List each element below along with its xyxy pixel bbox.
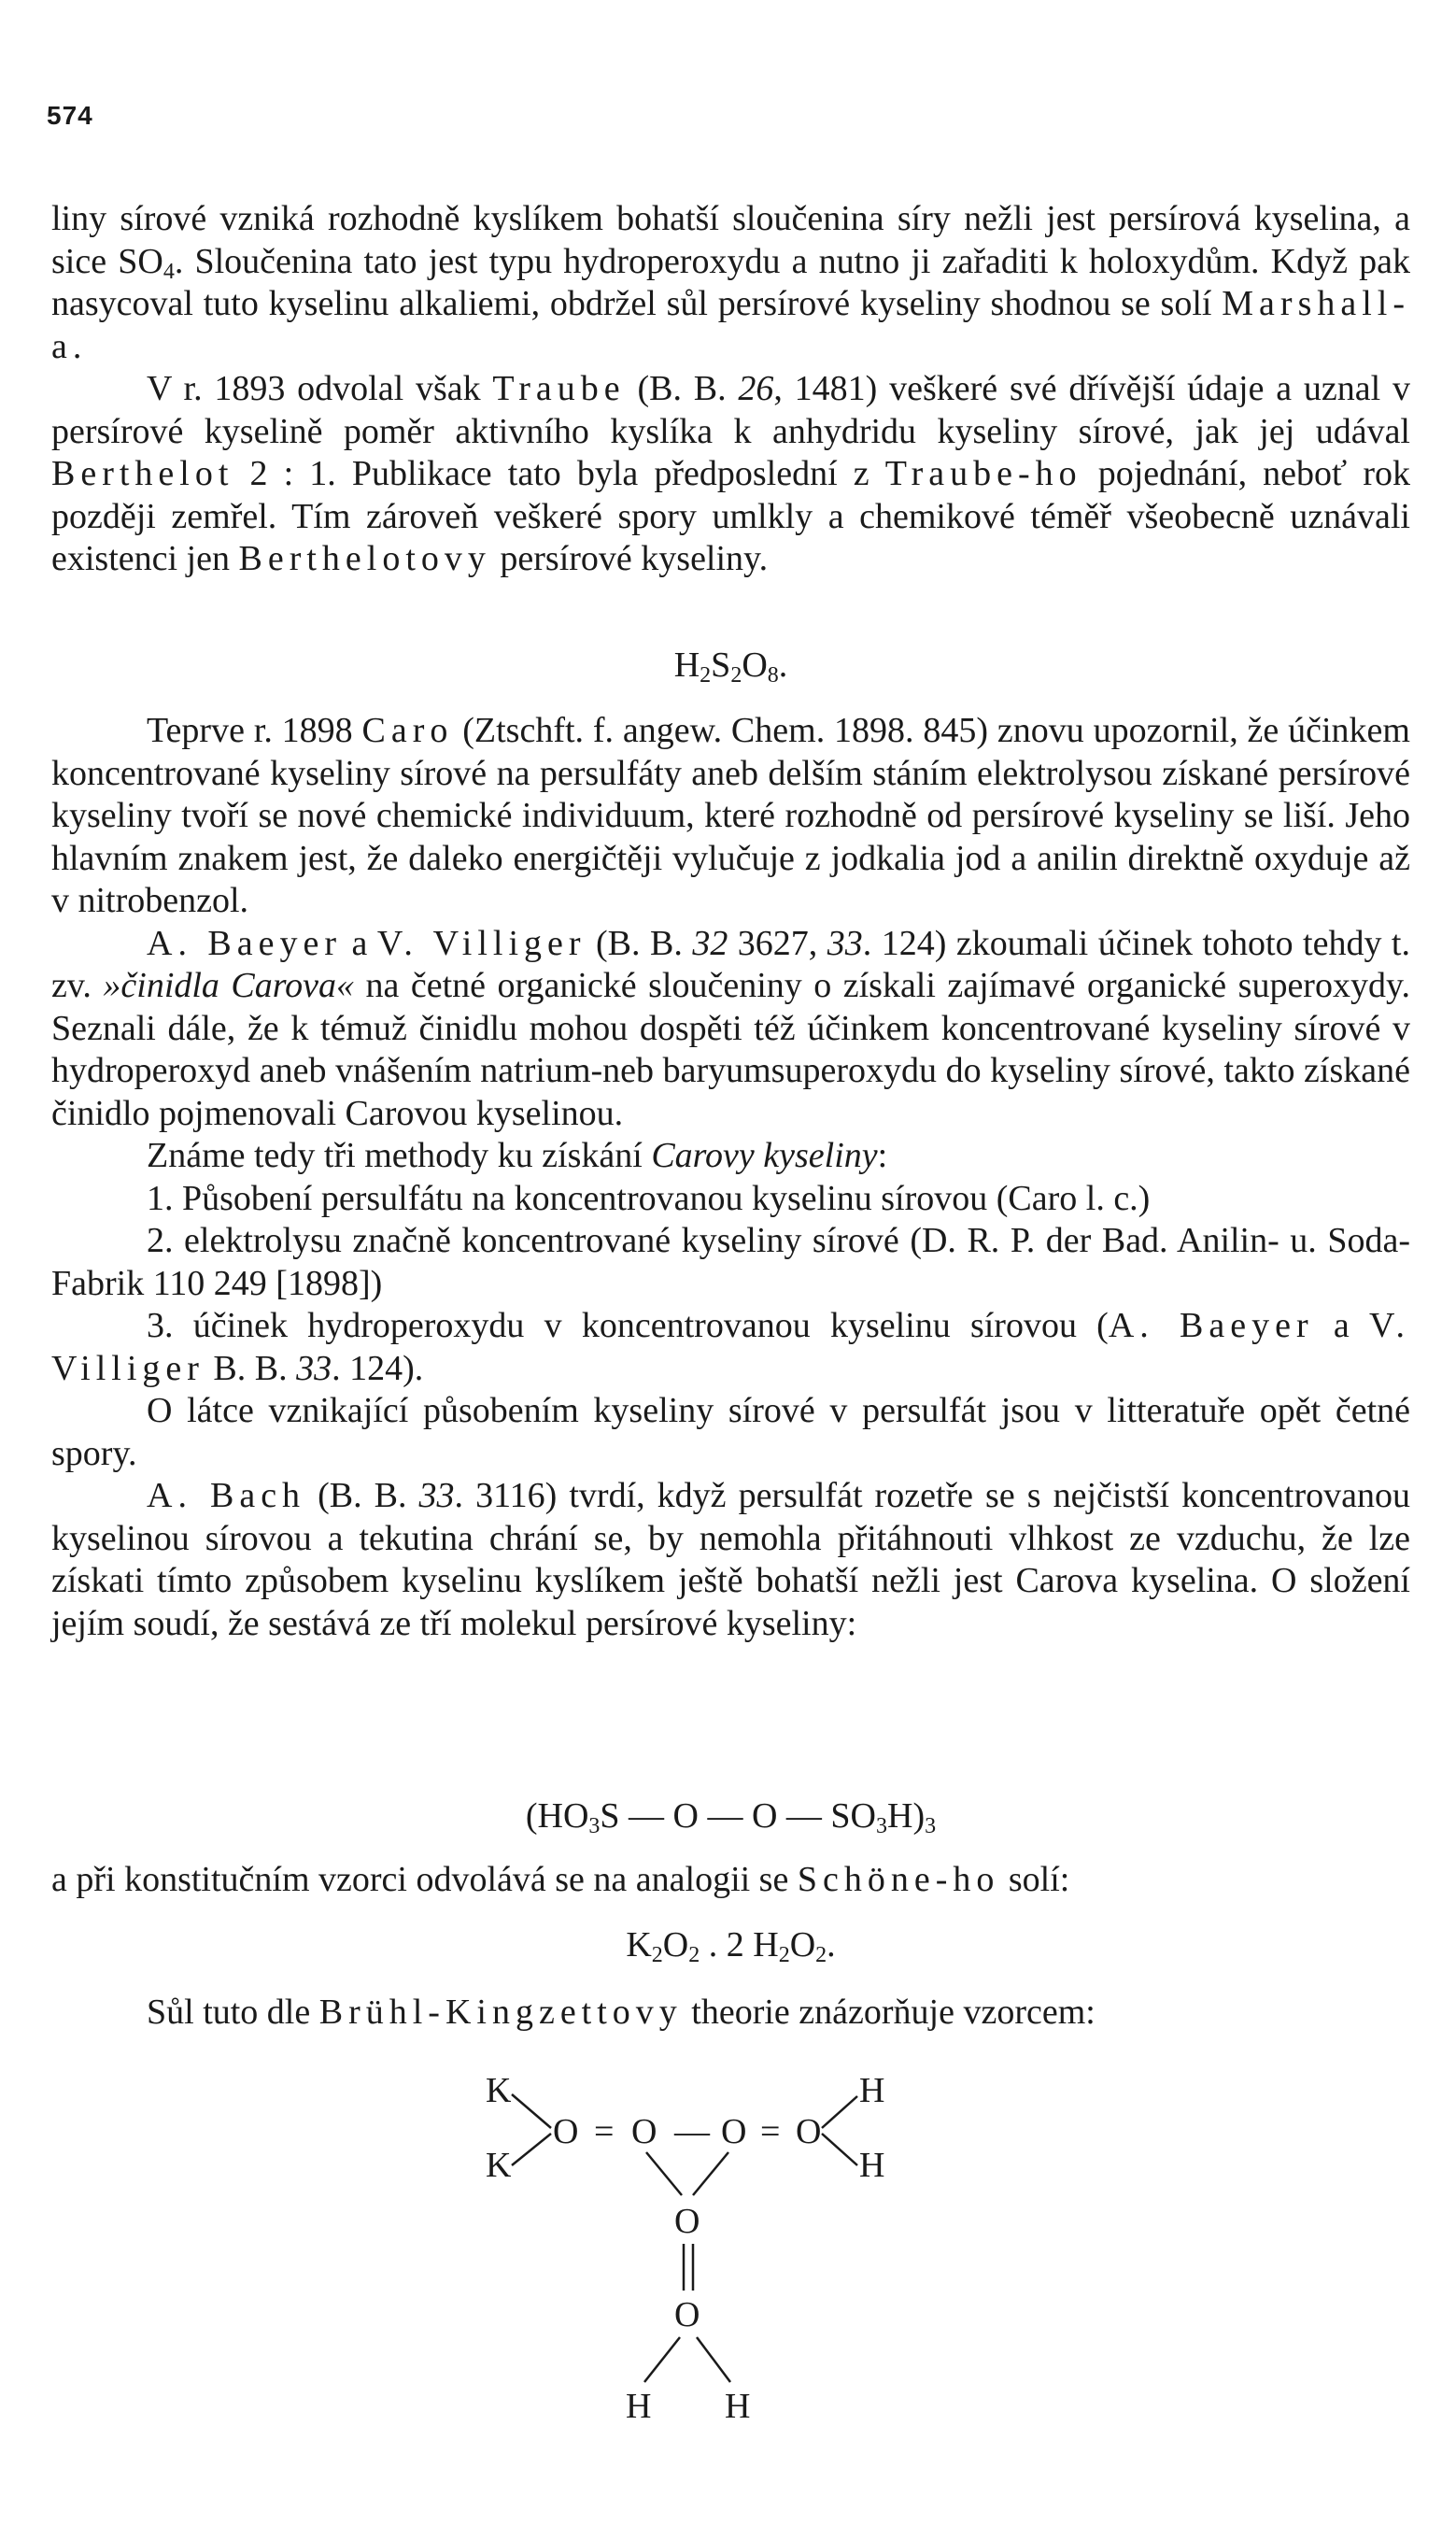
atom-o-4: O [796, 2112, 822, 2151]
list-item-3: 3. účinek hydroperoxydu v koncentrovanou kyselinu sírovou (A. Baeyer a V. Villiger B. B. 33. 124). [51, 1306, 1411, 1388]
atom-o-2: O [631, 2112, 657, 2151]
atom-o-1: O [553, 2112, 579, 2151]
atom-k-top: K [486, 2071, 512, 2110]
bond-h-top [822, 2096, 857, 2128]
atom-o-3: O [721, 2112, 747, 2151]
paragraph-6: O látce vznikající působením kyseliny sírové v persulfát jsou v litteratuře opět četné spory. [51, 1391, 1410, 1473]
bond-h-right [697, 2337, 730, 2382]
atom-k-bottom: K [486, 2146, 512, 2185]
bruhl-line: Sůl tuto dle Brühl-Kingzettovy theorie znázorňuje vzorcem: [147, 1993, 1096, 2032]
list-item-1: 1. Působení persulfátu na koncentrovanou kyselinu sírovou (Caro l. c.) [147, 1178, 1151, 1218]
paragraph-5: Známe tedy tři methody ku získání Carovy kyseliny: [147, 1136, 888, 1175]
paragraph-7: A. Bach (B. B. 33. 3116) tvrdí, když persulfát rozetře se s nejčistší koncentrovanou kyselinou sírovou a tekutina chrání se, by nemohla přitáhnouti vlhkost ze vzduchu, že lze získati tímto způsobem kyselinu kyslíkem ještě bohatší nežli jest Carova kyselina. O složení jejím soudí, že sestává ze tří molekul persírové kyseliny: [51, 1476, 1410, 1643]
text-block-top [51, 198, 1410, 581]
bond-k-bottom [512, 2134, 551, 2165]
paragraph-1: liny sírové vzniká rozhodně kyslíkem bohatší sloučenina síry nežli jest persírová kyselina, a sice $SO_4$. Sloučenina tato jest typu hydroperoxydu a nutno ji zařaditi k holoxydům. Když pak nasycoval tuto kyselinu alkaliemi, obdržel sůl persírové kyseliny shodnou se solí Marshall-a. [51, 199, 1411, 366]
atom-h-right: H [725, 2387, 751, 2426]
bond-eq-2: = [760, 2112, 781, 2151]
formula-h2s2o8: $H_2S_2O_8$. [673, 645, 788, 688]
constitution-line: a při konstitučním vzorci odvolává se na analogii se Schöne-ho solí: [51, 1860, 1070, 1899]
atom-o-low: O [674, 2295, 700, 2334]
formula-k2o2-h2o2: $K_2O_2$ . 2 $H_2O_2$. [626, 1925, 836, 1967]
paragraph-4: A. Baeyer a V. Villiger (B. B. 32 3627, 33. 124) zkoumali účinek tohoto tehdy t. zv. »činidla Carova« na četné organické sloučeniny o získali zajímavé organické superoxydy. Seznali dále, že k témuž činidlu mohou dospěti též účinkem koncentrované kyseliny sírové v hydroperoxyd aneb vnášením natrium-neb baryumsuperoxydu do kyseliny sírové, takto získané činidlo pojmenovali Carovou kyselinou. [51, 923, 1410, 1133]
list-item-2: 2. elektrolysu značně koncentrované kyseliny sírové (D. R. P. der Bad. Anilin- u. Soda-Fabrik 110 249 [1898]) [51, 1221, 1410, 1303]
atom-o-mid: O [674, 2202, 700, 2241]
bond-o3-omid [693, 2152, 728, 2195]
structural-formula-diagram [448, 2055, 1009, 2504]
bond-h-left [644, 2337, 680, 2382]
atom-h-top: H [859, 2071, 885, 2110]
bond-o2-omid [646, 2152, 682, 2195]
text-block-middle [51, 710, 1410, 1645]
atom-h-left: H [626, 2387, 652, 2426]
paragraph-3: Teprve r. 1898 Caro (Ztschft. f. angew. Chem. 1898. 845) znovu upozornil, že účinkem koncentrované kyseliny sírové na persulfáty aneb delším stáním elektrolysou získané persírové kyseliny tvoří se nové chemické individuum, které rozhodně od persírové kyseliny se liší. Jeho hlavním znakem jest, že daleko energičtěji vylučuje z jodkalia jod a anilin direktně oxyduje až v nitrobenzol. [51, 711, 1410, 920]
formula-caro-trimer: ($HO_3S$ — O — O — $SO_3H)_3$ [525, 1796, 937, 1838]
bond-dash: — [674, 2112, 710, 2151]
bond-eq-1: = [594, 2112, 615, 2151]
bond-k-top [512, 2094, 551, 2128]
page-number: 574 [47, 101, 93, 130]
bond-h-bottom [822, 2134, 857, 2165]
paragraph-2: V r. 1893 odvolal však Traube (B. B. 26, 1481) veškeré své dřívější údaje a uznal v persírové kyselině poměr aktivního kyslíka k anhydridu kyseliny sírové, jak jej udával Berthelot 2 : 1. Publikace tato byla předposlední z Traube-ho pojednání, neboť rok později zemřel. Tím zároveň veškeré spory umlkly a chemikové téměř všeobecně uznávali existenci jen Berthelotovy persírové kyseliny. [51, 369, 1411, 578]
atom-h-bottom: H [859, 2146, 885, 2185]
